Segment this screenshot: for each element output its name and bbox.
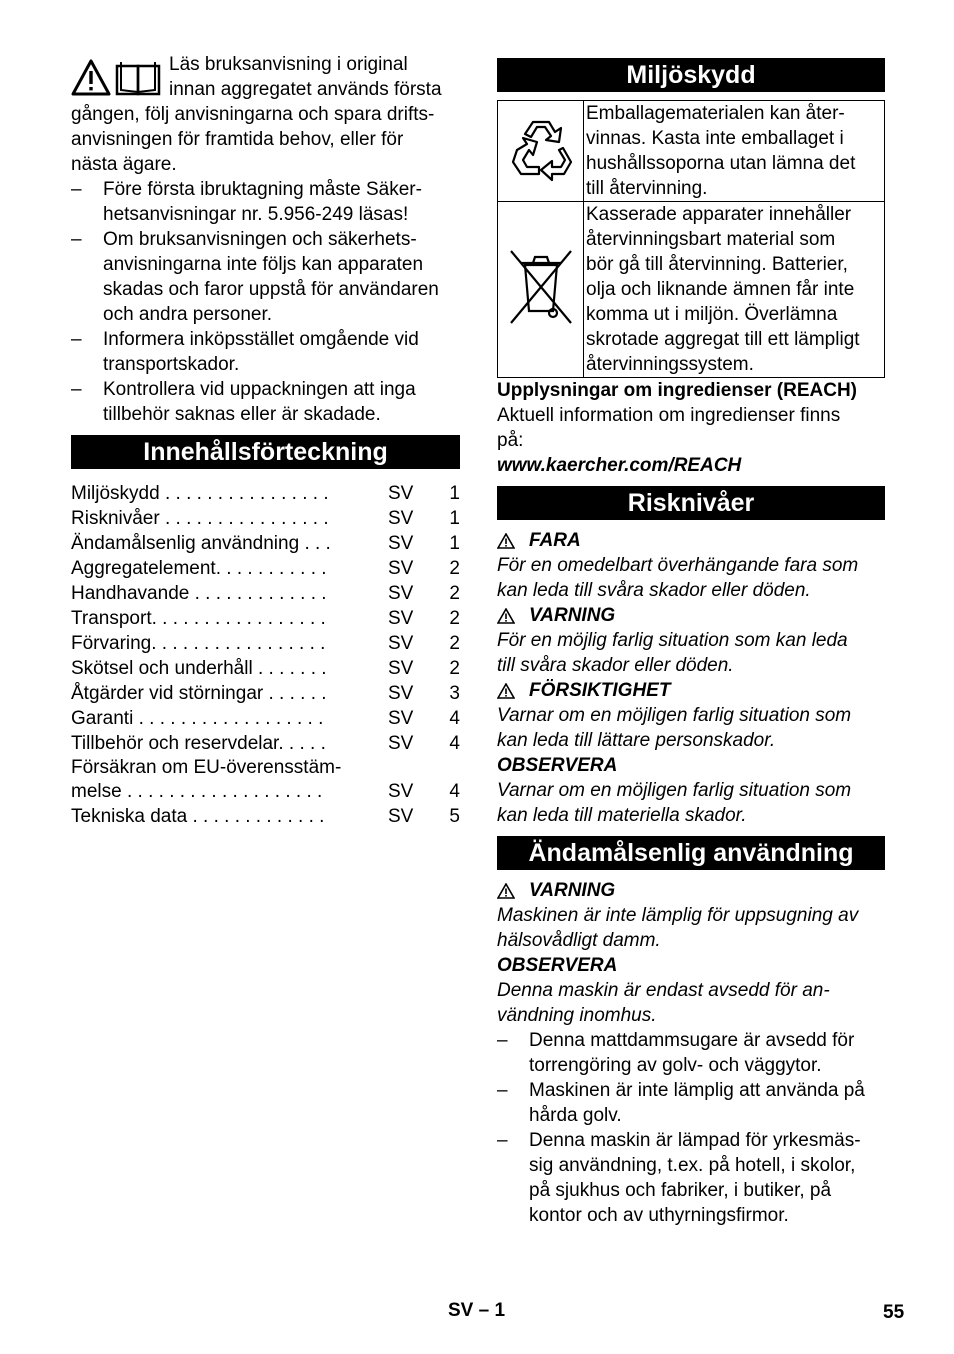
- intended-use-bullet: [497, 1078, 885, 1128]
- recycling-icon: [503, 110, 579, 186]
- toc-lang: SV: [388, 633, 414, 654]
- toc-page: 1: [449, 508, 460, 529]
- toc-row[interactable]: [71, 481, 460, 506]
- intro-line: innan aggregatet används första: [169, 79, 442, 100]
- toc-lang: SV: [388, 806, 414, 827]
- toc-page: 2: [449, 658, 460, 679]
- environment-heading: Miljöskydd: [497, 58, 885, 92]
- intended-use-line: Denna maskin är endast avsedd för an-: [497, 980, 830, 1001]
- intended-use-bullet: [497, 1028, 885, 1078]
- footer-page-number: 55: [883, 1302, 905, 1323]
- intended-use-line: Maskinen är inte lämplig för uppsugning av: [497, 905, 859, 926]
- intended-use-label-row: [497, 878, 885, 903]
- toc-title: Förvaring. . . . . . . . . . . . . . . . .: [71, 633, 326, 654]
- risk-item: [497, 753, 885, 828]
- toc-heading: Innehållsförteckning: [71, 435, 460, 469]
- bullet-line: Denna mattdammsugare är avsedd för: [529, 1030, 855, 1051]
- intended-use-label: VARNING: [529, 880, 616, 901]
- environment-line: bör gå till återvinning. Batterier,: [586, 254, 848, 275]
- toc-row[interactable]: [71, 681, 460, 706]
- toc-row[interactable]: [71, 706, 460, 731]
- bullet-line: skadas och faror uppstå för användaren: [103, 279, 439, 300]
- bullet-line: Om bruksanvisningen och säkerhets-: [103, 229, 417, 250]
- environment-line: hushållssoporna utan lämna det: [586, 153, 856, 174]
- bullet-line: sig användning, t.ex. på hotell, i skolor,: [529, 1155, 856, 1176]
- toc-title: Handhavande . . . . . . . . . . . . .: [71, 583, 327, 604]
- toc-page: 3: [449, 683, 460, 704]
- intro-bullet: [71, 377, 460, 427]
- toc-lang: SV: [388, 583, 414, 604]
- risk-line: Varnar om en möjligen farlig situation som: [497, 780, 852, 801]
- intro-bullet: [71, 327, 460, 377]
- toc-lang: SV: [388, 683, 414, 704]
- toc-title: Tillbehör och reservdelar. . . . .: [71, 733, 326, 754]
- toc-row[interactable]: [71, 556, 460, 581]
- reach-link[interactable]: www.kaercher.com/REACH: [497, 455, 742, 476]
- environment-row: [498, 202, 885, 378]
- intro-bullet: [71, 177, 460, 227]
- risk-label-row: [497, 528, 885, 553]
- environment-line: återvinningsbart material som: [586, 229, 836, 250]
- environment-line: olja och liknande ämnen får inte: [586, 279, 855, 300]
- toc-page: 2: [449, 583, 460, 604]
- warning-triangle-icon: [497, 533, 515, 549]
- bullet-dash: –: [497, 1130, 508, 1151]
- bullet-line: tillbehör saknas eller är skadade.: [103, 404, 381, 425]
- toc-title: Tekniska data . . . . . . . . . . . . .: [71, 806, 325, 827]
- environment-row: [498, 101, 885, 202]
- environment-line: vinnas. Kasta inte emballaget i: [586, 128, 844, 149]
- environment-line: komma ut i miljön. Överlämna: [586, 304, 838, 325]
- risk-line: För en möjlig farlig situation som kan leda: [497, 630, 848, 651]
- risk-item: [497, 528, 885, 603]
- toc-row[interactable]: [71, 606, 460, 631]
- toc-title: Garanti . . . . . . . . . . . . . . . . . .: [71, 708, 324, 729]
- intro-icons: [71, 58, 163, 102]
- toc-title: Risknivåer . . . . . . . . . . . . . . . .: [71, 508, 329, 529]
- toc-title: Skötsel och underhåll . . . . . . .: [71, 658, 327, 679]
- bullet-dash: –: [497, 1080, 508, 1101]
- environment-icon-cell: [498, 202, 584, 378]
- intended-use-line: hälsovådligt damm.: [497, 930, 661, 951]
- bullet-line: kontor och av uthyrningsfirmor.: [529, 1205, 789, 1226]
- risk-line: Varnar om en möjligen farlig situation som: [497, 705, 852, 726]
- warning-triangle-icon: [497, 883, 515, 899]
- toc-page: 4: [449, 781, 460, 802]
- intro-line: nästa ägare.: [71, 154, 177, 175]
- toc-row[interactable]: [71, 631, 460, 656]
- environment-line: till återvinning.: [586, 178, 708, 199]
- manual-book-icon: [117, 62, 159, 94]
- toc-page: 4: [449, 733, 460, 754]
- toc-title-wrap[interactable]: Försäkran om EU-överensstäm-: [71, 757, 342, 778]
- bullet-line: Före första ibruktagning måste Säker-: [103, 179, 422, 200]
- toc-title: Aggregatelement. . . . . . . . . . .: [71, 558, 327, 579]
- bullet-dash: –: [71, 329, 82, 350]
- environment-icon-cell: [498, 101, 584, 202]
- toc-page: 5: [449, 806, 460, 827]
- bullet-line: Kontrollera vid uppackningen att inga: [103, 379, 416, 400]
- toc-title: melse . . . . . . . . . . . . . . . . . . .: [71, 781, 323, 802]
- toc-row[interactable]: [71, 506, 460, 531]
- warning-triangle-icon: [71, 58, 163, 98]
- environment-text-cell: [584, 101, 885, 202]
- toc-page: 1: [449, 533, 460, 554]
- toc-lang: SV: [388, 483, 414, 504]
- toc-title: Miljöskydd . . . . . . . . . . . . . . . .: [71, 483, 329, 504]
- footer-section: SV – 1: [448, 1300, 506, 1321]
- bullet-line: Informera inköpsstället omgående vid: [103, 329, 419, 350]
- toc-lang: SV: [388, 781, 414, 802]
- bullet-line: hetsanvisningar nr. 5.956-249 läsas!: [103, 204, 409, 225]
- bullet-dash: –: [71, 229, 82, 250]
- bullet-line: torrengöring av golv- och väggytor.: [529, 1055, 822, 1076]
- risk-item: [497, 678, 885, 753]
- environment-line: Emballagematerialen kan åter-: [586, 103, 845, 124]
- toc-title: Transport. . . . . . . . . . . . . . . . .: [71, 608, 326, 629]
- toc-lang: SV: [388, 733, 414, 754]
- toc-page: 1: [449, 483, 460, 504]
- toc-page: 2: [449, 608, 460, 629]
- intended-use-bullet: [497, 1128, 885, 1228]
- toc-page: 2: [449, 633, 460, 654]
- warning-triangle-icon: [497, 683, 515, 699]
- toc-row[interactable]: [71, 779, 460, 804]
- toc-row[interactable]: [71, 581, 460, 606]
- toc-row[interactable]: [71, 804, 460, 829]
- crossed-bin-icon: [503, 241, 579, 331]
- environment-line: återvinningssystem.: [586, 354, 754, 375]
- reach-line: på:: [497, 430, 524, 451]
- risk-label: VARNING: [529, 605, 616, 626]
- bullet-line: på sjukhus och fabriker, i butiker, på: [529, 1180, 832, 1201]
- toc-lang: SV: [388, 508, 414, 529]
- reach-line: Aktuell information om ingredienser finns: [497, 405, 841, 426]
- toc-row[interactable]: [71, 656, 460, 681]
- risk-label: OBSERVERA: [497, 755, 618, 776]
- risk-line: kan leda till lättare personskador.: [497, 730, 776, 751]
- bullet-line: hårda golv.: [529, 1105, 622, 1126]
- environment-line: Kasserade apparater innehåller: [586, 204, 852, 225]
- intended-use-label: OBSERVERA: [497, 955, 618, 976]
- reach-heading: Upplysningar om ingredienser (REACH): [497, 380, 857, 401]
- risk-heading: Risknivåer: [497, 486, 885, 520]
- toc-title: Åtgärder vid störningar . . . . . .: [71, 683, 327, 704]
- right-column: [497, 58, 885, 1228]
- bullet-line: Denna maskin är lämpad för yrkesmäs-: [529, 1130, 861, 1151]
- risk-label-row: [497, 603, 885, 628]
- risk-label: FÖRSIKTIGHET: [529, 680, 671, 701]
- intended-use-item: [497, 878, 885, 953]
- toc-lang: SV: [388, 558, 414, 579]
- risk-line: kan leda till materiella skador.: [497, 805, 747, 826]
- left-column: [71, 52, 460, 829]
- bullet-line: Maskinen är inte lämplig att använda på: [529, 1080, 865, 1101]
- toc-lang: SV: [388, 608, 414, 629]
- bullet-dash: –: [71, 379, 82, 400]
- toc-lang: SV: [388, 533, 414, 554]
- intro-line: Läs bruksanvisning i original: [169, 54, 408, 75]
- toc-lang: SV: [388, 708, 414, 729]
- environment-table: [497, 100, 885, 378]
- bullet-line: och andra personer.: [103, 304, 273, 325]
- bullet-line: transportskador.: [103, 354, 240, 375]
- intended-use-item: [497, 953, 885, 1028]
- bullet-line: anvisningarna inte följs kan apparaten: [103, 254, 424, 275]
- intro-block: [71, 52, 460, 177]
- toc-list: [71, 477, 460, 829]
- intended-use-line: vändning inomhus.: [497, 1005, 657, 1026]
- intro-line: anvisningen för framtida behov, eller för: [71, 129, 404, 150]
- bullet-dash: –: [71, 179, 82, 200]
- risk-line: För en omedelbart överhängande fara som: [497, 555, 859, 576]
- environment-line: skrotade aggregat till ett lämpligt: [586, 329, 860, 350]
- warning-triangle-icon: [497, 608, 515, 624]
- toc-page: 2: [449, 558, 460, 579]
- risk-line: till svåra skador eller döden.: [497, 655, 734, 676]
- toc-row[interactable]: [71, 731, 460, 756]
- intro-line: gången, följ anvisningarna och spara drifts-: [71, 104, 435, 125]
- risk-line: kan leda till svåra skador eller döden.: [497, 580, 811, 601]
- environment-text-cell: [584, 202, 885, 378]
- toc-title: Ändamålsenlig användning . . .: [71, 533, 331, 554]
- risk-label-row: [497, 678, 885, 703]
- toc-lang: SV: [388, 658, 414, 679]
- toc-row[interactable]: [71, 531, 460, 556]
- bullet-dash: –: [497, 1030, 508, 1051]
- risk-label: FARA: [529, 530, 581, 551]
- toc-page: 4: [449, 708, 460, 729]
- risk-item: [497, 603, 885, 678]
- intro-bullet: [71, 227, 460, 327]
- intended-use-heading: Ändamålsenlig användning: [497, 836, 885, 870]
